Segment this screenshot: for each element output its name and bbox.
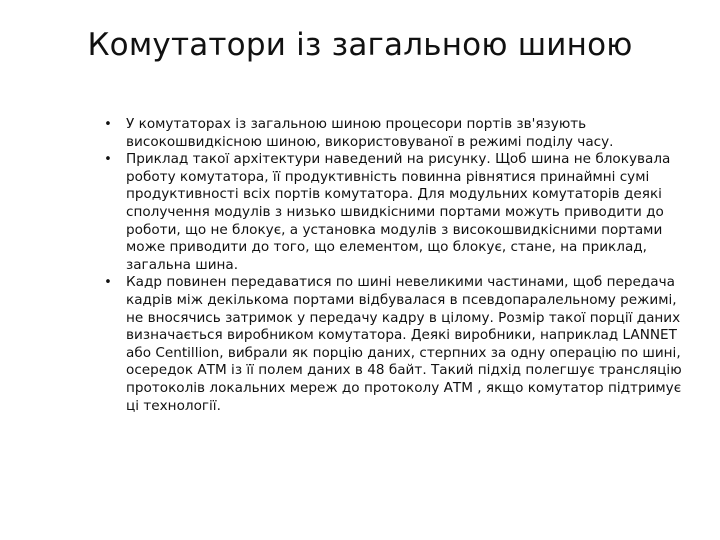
bullet-dot-icon: •	[104, 152, 112, 168]
bullet-text: Кадр повинен передаватися по шині невеликими частинами, щоб передача кадрів між декількома портами відбувалася в псевдопаралельному режимі, не вносячись затримок у передачу кадру в цілому. Розмір такої порції даних визначається виробником комутатора. Деякі виробники, наприклад LANNET або Centillion, вибрали як порцію даних, стерпних за одну операцію по шині, осередок АТМ із її полем даних в 48 байт. Такий підхід полегшує трансляцію протоколів локальних мереж до протоколу АТМ , якщо комутатор підтримує ці технології.	[126, 274, 682, 414]
bullet-item	[96, 151, 696, 274]
bullet-item	[96, 274, 696, 415]
bullet-item	[96, 116, 696, 151]
bullet-dot-icon: •	[104, 117, 112, 132]
bullet-text: Приклад такої архітектури наведений на рисунку. Щоб шина не блокувала роботу комутатора, її продуктивність повинна рівнятися принаймні сумі продуктивності всіх портів комутатора. Для модульних комутаторів деякі сполучення модулів з низько швидкісними портами можуть приводити до роботи, що не блокує, а установка модулів з високошвидкісними портами може приводити до того, що елементом, що блокує, стане, на приклад, загальна шина.	[126, 151, 671, 273]
bullet-list	[96, 116, 696, 415]
bullet-text: У комутаторах із загальною шиною процесори портів зв'язують високошвидкісною шиною, використовуваної в режимі поділу часу.	[126, 116, 614, 150]
slide-title: Комутатори із загальною шиною	[87, 27, 633, 63]
bullet-dot-icon: •	[104, 275, 112, 291]
